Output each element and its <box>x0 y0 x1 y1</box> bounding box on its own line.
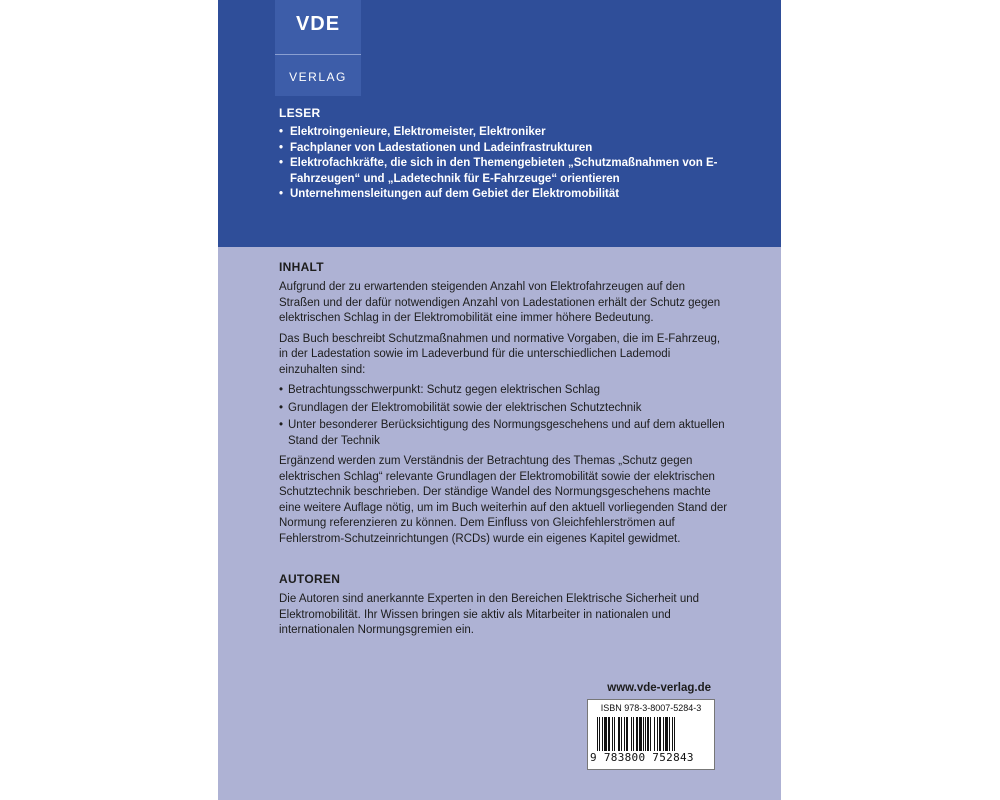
inhalt-item: • Grundlagen der Elektromobilität sowie der elektrischen Schutztechnik <box>279 401 729 417</box>
barcode-bar <box>657 717 658 751</box>
logo-verlag-text: VERLAG <box>289 70 347 84</box>
barcode-bar <box>654 717 655 751</box>
barcode-bar <box>608 717 610 751</box>
vde-verlag-logo <box>275 0 361 96</box>
barcode-bar <box>599 717 600 751</box>
barcode-bar <box>639 717 642 751</box>
barcode-bar <box>659 717 661 751</box>
barcode-bar <box>663 717 664 751</box>
barcode-bar <box>626 717 628 751</box>
inhalt-paragraph-2: Das Buch beschreibt Schutzmaßnahmen und normative Vorgaben, die im E-Fahrzeug, in der Ladestation sowie im Ladeverbund für die unterschiedlichen Lademodi einzuhalten sind: <box>279 332 721 376</box>
inhalt-list <box>279 383 729 449</box>
barcode-bar <box>633 717 634 751</box>
barcode-bar <box>636 717 638 751</box>
barcode-bar <box>621 717 622 751</box>
leser-list <box>279 125 749 203</box>
barcode-bar <box>669 717 670 751</box>
inhalt-item: • Unter besonderer Berücksichtigung des Normungsgeschehens und auf dem aktuellen Stand der Technik <box>279 418 729 449</box>
barcode-bar <box>631 717 632 751</box>
leser-heading: LESER <box>279 106 321 120</box>
barcode-bar <box>597 717 598 751</box>
leser-item: • Elektroingenieure, Elektromeister, Elektroniker <box>279 125 749 141</box>
barcode-bar <box>602 717 603 751</box>
barcode-bar <box>665 717 668 751</box>
header-band <box>218 0 781 247</box>
leser-item: • Fachplaner von Ladestationen und Ladeinfrastrukturen <box>279 141 749 157</box>
isbn-barcode <box>587 699 715 770</box>
leser-item: • Elektrofachkräfte, die sich in den Themengebieten „Schutzmaßnahmen von E-Fahrzeugen“ und „Ladetechnik für E-Fahrzeuge“ orientieren <box>279 156 749 187</box>
barcode-bar <box>650 717 651 751</box>
inhalt-section <box>279 260 729 552</box>
barcode-bar <box>618 717 620 751</box>
logo-vde-text: VDE <box>295 13 341 35</box>
barcode-bar <box>612 717 613 751</box>
leser-section <box>279 106 749 203</box>
autoren-heading: AUTOREN <box>279 572 341 586</box>
barcode-bar <box>674 717 675 751</box>
barcode-bars <box>597 717 705 751</box>
barcode-bar <box>614 717 615 751</box>
inhalt-paragraph-1: Aufgrund der zu erwartenden steigenden Anzahl von Elektrofahrzeugen auf den Straßen und der dafür notwendigen Anzahl von Ladestationen erhält der Schutz gegen elektrischen Schlag in der Elektromobilität eine immer höhere Bedeutung. <box>279 281 721 324</box>
barcode-bar <box>647 717 649 751</box>
website-url: www.vde-verlag.de <box>607 682 711 694</box>
logo-divider <box>275 54 361 55</box>
barcode-bar <box>643 717 644 751</box>
barcode-bar <box>624 717 625 751</box>
inhalt-paragraph-3: Ergänzend werden zum Verständnis der Betrachtung des Themas „Schutz gegen elektrischen Schlag“ relevante Grundlagen der Elektromobilität sowie der elektrischen Schutztechnik beschrieben. Der ständige Wandel des Normungsgeschehens machte eine weitere Auflage nötig, um im Buch weiterhin auf den aktuell vorliegenden Stand der Normung referenzieren zu können. Dem Einfluss von Gleichfehlerströmen auf Fehlerstrom-Schutzeinrichtungen (RCDs) wurde ein eigenes Kapitel gewidmet. <box>279 455 728 545</box>
barcode-bar <box>645 717 646 751</box>
autoren-section <box>279 572 729 644</box>
barcode-bar <box>672 717 673 751</box>
leser-item: • Unternehmensleitungen auf dem Gebiet der Elektromobilität <box>279 187 749 203</box>
autoren-paragraph: Die Autoren sind anerkannte Experten in den Bereichen Elektrische Sicherheit und Elektromobilität. Ihr Wissen bringen sie aktiv als Mitarbeiter in nationalen und internationalen Normungsgremien ein. <box>279 593 700 636</box>
book-back-cover <box>218 0 781 800</box>
inhalt-heading: INHALT <box>279 260 324 274</box>
isbn-label: ISBN 978-3-8007-5284-3 <box>600 703 702 713</box>
barcode-bar <box>604 717 607 751</box>
barcode-digits: 9 783800 752843 <box>590 751 694 764</box>
inhalt-item: • Betrachtungsschwerpunkt: Schutz gegen elektrischen Schlag <box>279 383 729 399</box>
